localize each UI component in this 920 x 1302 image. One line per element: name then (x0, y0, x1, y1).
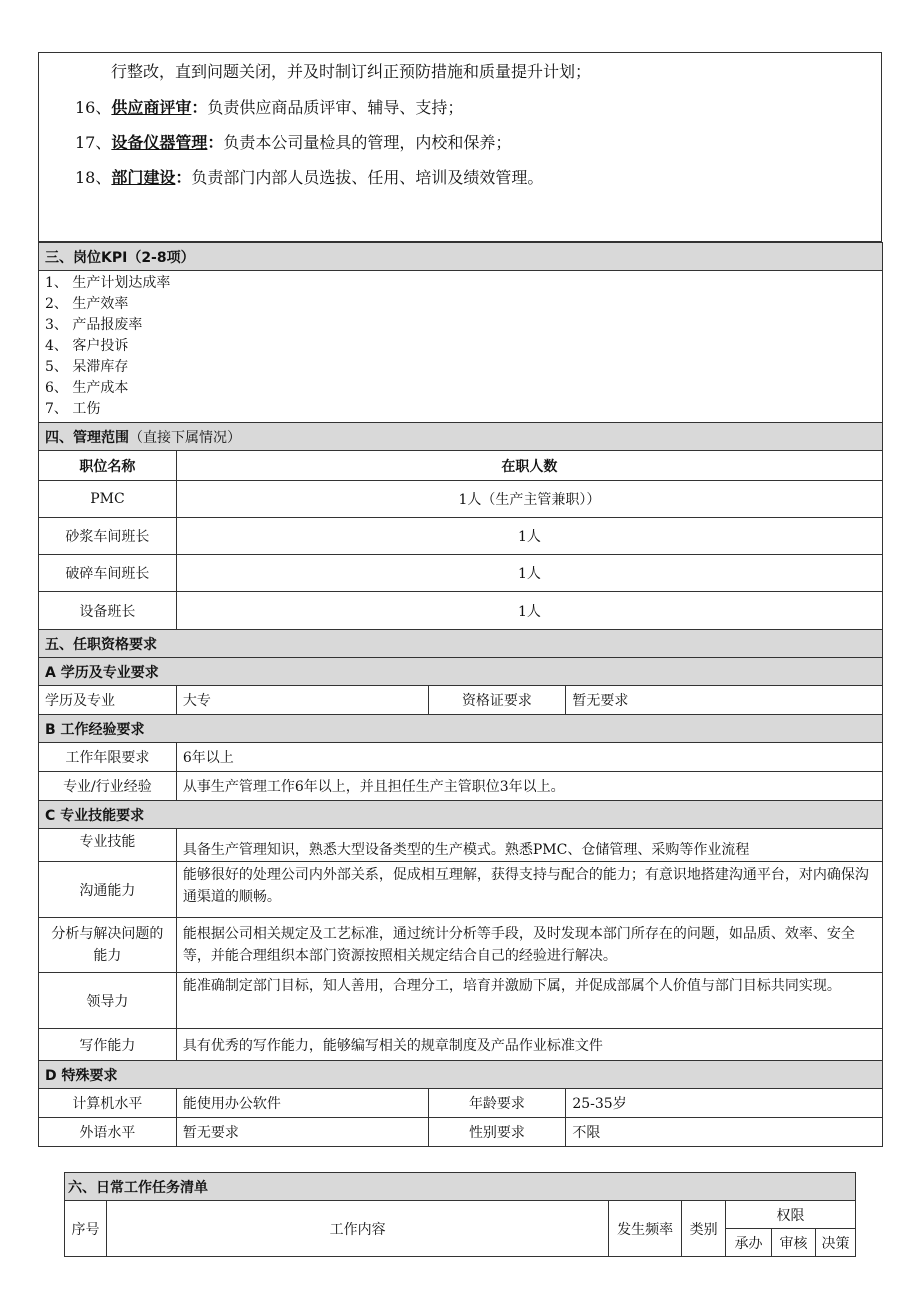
cert-label: 资格证要求 (428, 686, 566, 715)
qualifications-title: 五、任职资格要求 (39, 630, 883, 658)
col-content: 工作内容 (106, 1201, 608, 1257)
tasks-col-header-row (65, 1201, 856, 1229)
management-col-header-row (39, 451, 883, 481)
years-label: 工作年限要求 (39, 743, 177, 772)
job-spec-table (38, 242, 883, 1147)
duty-continuation: 行整改，直到问题关闭，并及时制订纠正预防措施和质量提升计划； (111, 62, 592, 81)
edu-value: 大专 (176, 686, 428, 715)
skill-label: 分析与解决问题的能力 (39, 918, 177, 973)
headcount: 1人（生产主管兼职）） (176, 481, 882, 518)
skill-row (39, 918, 883, 973)
skill-value: 具备生产管理知识，熟悉大型设备类型的生产模式。熟悉PMC、仓储管理、采购等作业流程 (176, 829, 882, 862)
skill-value: 能根据公司相关规定及工艺标准，通过统计分析等手段，及时发现本部门所存在的问题，如品质、效率、安全等，并能合理组织本部门资源按照相关规定结合自己的经验进行解决。 (176, 918, 882, 973)
management-title: 四、管理范围（直接下属情况） (39, 423, 883, 451)
kpi-item: 2、 生产效率 (45, 296, 129, 312)
daily-tasks-table (64, 1172, 856, 1257)
duty-item-17: 17、设备仪器管理：负责本公司量检具的管理，内校和保养； (75, 133, 512, 152)
skill-row (39, 973, 883, 1029)
age-label: 年龄要求 (428, 1089, 566, 1118)
exp-header-row (39, 715, 883, 743)
headcount: 1人 (176, 592, 882, 630)
duties-box (38, 52, 882, 242)
skill-row (39, 862, 883, 918)
special-title: D 特殊要求 (39, 1061, 883, 1089)
position-name: 设备班长 (39, 592, 177, 630)
language-value: 暂无要求 (176, 1118, 428, 1147)
col-no: 序号 (65, 1201, 107, 1257)
skill-label: 写作能力 (39, 1029, 177, 1061)
age-value: 25-35岁 (566, 1089, 883, 1118)
duty-item-16: 16、供应商评审：负责供应商品质评审、辅导、支持； (75, 98, 464, 117)
kpi-item: 5、 呆滞库存 (45, 359, 129, 375)
skill-label: 领导力 (39, 973, 177, 1029)
col-position-name: 职位名称 (39, 451, 177, 481)
edu-title: A 学历及专业要求 (39, 658, 883, 686)
qualifications-header-row (39, 630, 883, 658)
gender-label: 性别要求 (428, 1118, 566, 1147)
kpi-item: 7、 工伤 (45, 401, 101, 417)
special-row (39, 1089, 883, 1118)
col-do: 承办 (726, 1229, 772, 1257)
special-header-row (39, 1061, 883, 1089)
cert-value: 暂无要求 (566, 686, 883, 715)
kpi-list (39, 271, 883, 423)
kpi-list-row (39, 271, 883, 423)
gender-value: 不限 (566, 1118, 883, 1147)
kpi-item: 1、 生产计划达成率 (45, 275, 171, 291)
kpi-item: 6、 生产成本 (45, 380, 129, 396)
position-name: 破碎车间班长 (39, 555, 177, 592)
kpi-title: 三、岗位KPI（2-8项） (39, 243, 883, 271)
exp-title: B 工作经验要求 (39, 715, 883, 743)
col-decide: 决策 (815, 1229, 855, 1257)
skill-value: 具有优秀的写作能力，能够编写相关的规章制度及产品作业标准文件 (176, 1029, 882, 1061)
kpi-header-row (39, 243, 883, 271)
edu-row (39, 686, 883, 715)
skill-value: 能准确制定部门目标，知人善用，合理分工，培育并激励下属，并促成部属个人价值与部门目标共同实现。 (176, 973, 882, 1029)
language-label: 外语水平 (39, 1118, 177, 1147)
skill-label: 专业技能 (39, 829, 177, 862)
management-header-row (39, 423, 883, 451)
computer-label: 计算机水平 (39, 1089, 177, 1118)
kpi-item: 3、 产品报废率 (45, 317, 143, 333)
tasks-header-row (65, 1173, 856, 1201)
skill-row (39, 1029, 883, 1061)
skills-header-row (39, 801, 883, 829)
col-frequency: 发生频率 (609, 1201, 682, 1257)
exp-row (39, 743, 883, 772)
industry-value: 从事生产管理工作6年以上，并且担任生产主管职位3年以上。 (176, 772, 882, 801)
skill-value: 能够很好的处理公司内外部关系，促成相互理解，获得支持与配合的能力；有意识地搭建沟通平台，对内确保沟通渠道的顺畅。 (176, 862, 882, 918)
special-row (39, 1118, 883, 1147)
duty-item-18: 18、部门建设：负责部门内部人员选拔、任用、培训及绩效管理。 (75, 168, 544, 187)
position-name: 砂浆车间班长 (39, 518, 177, 555)
col-review: 审核 (772, 1229, 816, 1257)
management-row (39, 555, 883, 592)
position-name: PMC (39, 481, 177, 518)
management-row (39, 518, 883, 555)
computer-value: 能使用办公软件 (176, 1089, 428, 1118)
management-row (39, 592, 883, 630)
industry-label: 专业/行业经验 (39, 772, 177, 801)
headcount: 1人 (176, 518, 882, 555)
skill-label: 沟通能力 (39, 862, 177, 918)
tasks-title: 六、日常工作任务清单 (65, 1173, 856, 1201)
col-authority: 权限 (726, 1201, 856, 1229)
skills-title: C 专业技能要求 (39, 801, 883, 829)
skill-row (39, 829, 883, 862)
col-headcount: 在职人数 (176, 451, 882, 481)
management-row (39, 481, 883, 518)
col-type: 类别 (682, 1201, 726, 1257)
kpi-item: 4、 客户投诉 (45, 338, 129, 354)
edu-header-row (39, 658, 883, 686)
years-value: 6年以上 (176, 743, 882, 772)
edu-label: 学历及专业 (39, 686, 177, 715)
exp-row (39, 772, 883, 801)
headcount: 1人 (176, 555, 882, 592)
